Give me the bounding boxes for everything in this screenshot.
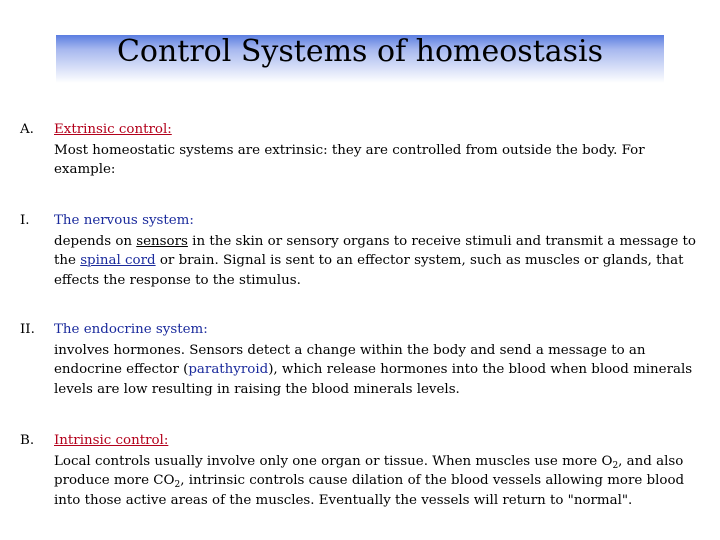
section-marker: A. xyxy=(20,122,34,137)
section-intrinsic-control xyxy=(20,431,706,510)
page-title: Control Systems of homeostasis xyxy=(116,34,604,69)
section-nervous-system xyxy=(20,211,706,290)
parathyroid-link[interactable]: parathyroid xyxy=(188,362,269,377)
section-heading: The nervous system: xyxy=(54,213,194,228)
section-marker: II. xyxy=(20,322,35,337)
section-endocrine-system xyxy=(20,320,706,399)
section-extrinsic-control xyxy=(20,120,706,180)
spinal-cord-link[interactable]: spinal cord xyxy=(80,253,156,268)
section-heading: Intrinsic control: xyxy=(54,433,169,448)
sensors-link[interactable]: sensors xyxy=(136,233,188,249)
section-heading: Extrinsic control: xyxy=(54,122,172,137)
section-body: involves hormones. Sensors detect a change within the body and send a message to an endocrine effector (parathyroid), which release hormones into the blood when blood minerals levels are low resulting in raising the blood minerals levels. xyxy=(54,342,693,397)
section-marker: B. xyxy=(20,433,35,448)
section-body: depends on sensors in the skin or sensory organs to receive stimuli and transmit a message to the spinal cord or brain. Signal is sent to an effector system, such as muscles or glands, that effects the response to the stimulus. xyxy=(54,233,696,288)
section-marker: I. xyxy=(20,213,30,228)
title-banner xyxy=(56,35,664,83)
section-body: Local controls usually involve only one organ or tissue. When muscles use more $O_2$, and also produce more $CO_2$, intrinsic controls cause dilation of the blood vessels allowing more blood into those active areas of the muscles. Eventually the vessels will return to "normal". xyxy=(54,453,685,508)
section-body: Most homeostatic systems are extrinsic: they are controlled from outside the body. For example: xyxy=(54,142,645,177)
section-heading: The endocrine system: xyxy=(54,322,208,337)
